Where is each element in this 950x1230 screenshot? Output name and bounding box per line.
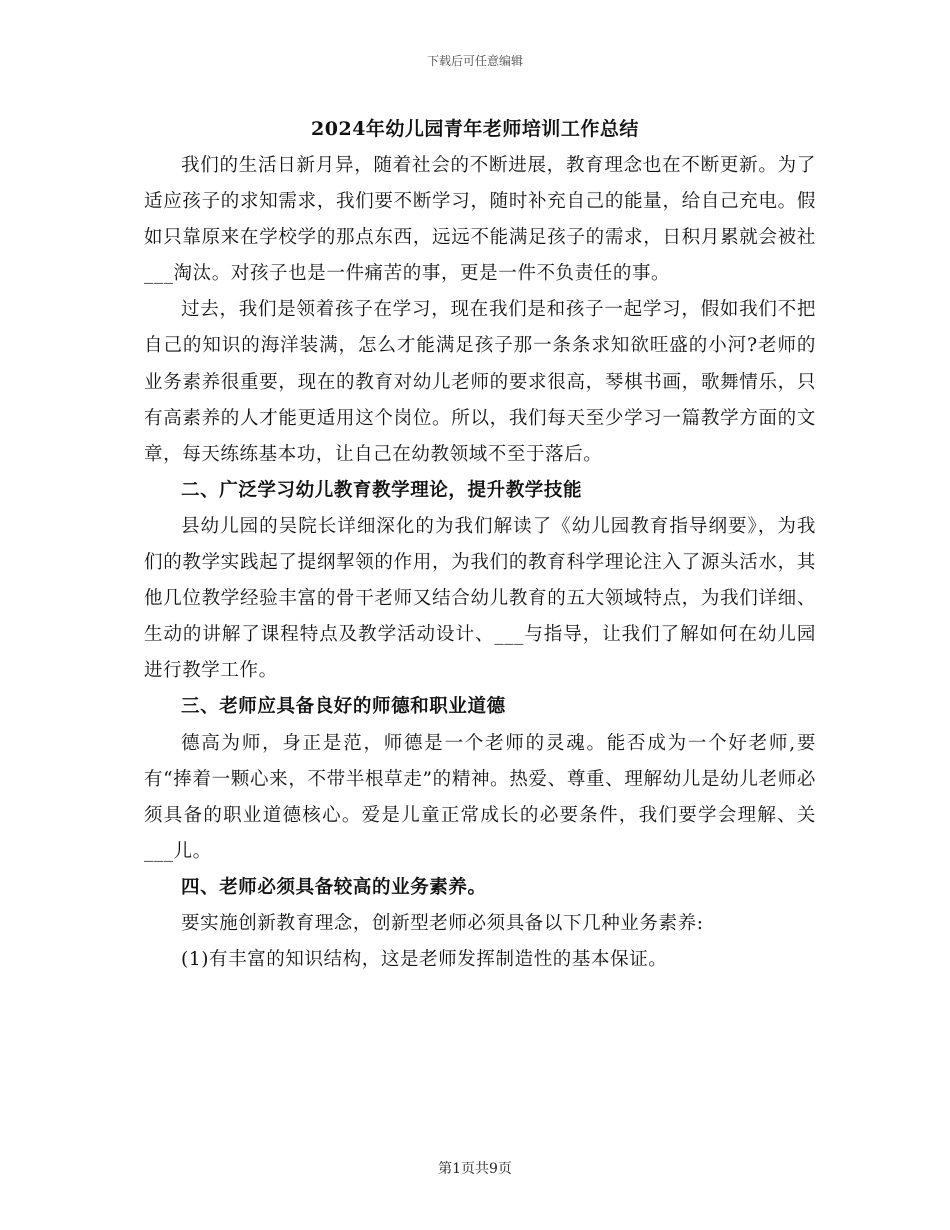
paragraph-4: 德高为师，身正是范，师德是一个老师的灵魂。能否成为一个好老师,要有“捧着一颗心来，不带半根草走”的精神。热爱、尊重、理解幼儿是幼儿老师必须具备的职业道德核心。爱是儿童正常成长的必要条件，我们要学会理解、关___儿。: [144, 732, 816, 862]
paragraph-1: 我们的生活日新月异，随着社会的不断进展，教育理念也在不断更新。为了适应孩子的求知需求，我们要不断学习，随时补充自己的能量，给自己充电。假如只靠原来在学校学的那点东西，远远不能满足孩子的需求，日积月累就会被社___淘汰。对孩子也是一件痛苦的事，更是一件不负责任的事。: [144, 155, 816, 285]
section-heading-2: 二、广泛学习幼儿教育教学理论，提升教学技能: [181, 479, 583, 501]
document-title: 2024年幼儿园青年老师培训工作总结: [311, 118, 639, 140]
paragraph-3: 县幼儿园的吴院长详细深化的为我们解读了《幼儿园教育指导纲要》，为我们的教学实践起了提纲挈领的作用，为我们的教育科学理论注入了源头活水，其他几位教学经验丰富的骨干老师又结合幼儿教育的五大领域特点，为我们详细、生动的讲解了课程特点及教学活动设计、___与指导，让我们了解如何在幼儿园进行教学工作。: [144, 515, 816, 682]
paragraph-5: 要实施创新教育理念，创新型老师必须具备以下几种业务素养:: [181, 912, 704, 934]
page-number: 第1页共9页: [438, 1161, 512, 1177]
section-heading-4: 四、老师必须具备较高的业务素养。: [181, 876, 487, 898]
section-heading-3: 三、老师应具备良好的师德和职业道德: [181, 696, 506, 718]
paragraph-6: (1)有丰富的知识结构，这是老师发挥制造性的基本保证。: [181, 949, 668, 971]
page-header-note: 下载后可任意编辑: [426, 54, 523, 68]
document-body: [144, 148, 816, 978]
paragraph-2: 过去，我们是领着孩子在学习，现在我们是和孩子一起学习，假如我们不把自己的知识的海洋装满，怎么才能满足孩子那一条条求知欲旺盛的小河?老师的业务素养很重要，现在的教育对幼儿老师的要求很高，琴棋书画，歌舞情乐，只有高素养的人才能更适用这个岗位。所以，我们每天至少学习一篇教学方面的文章，每天练练基本功，让自己在幼教领域不至于落后。: [144, 299, 816, 465]
